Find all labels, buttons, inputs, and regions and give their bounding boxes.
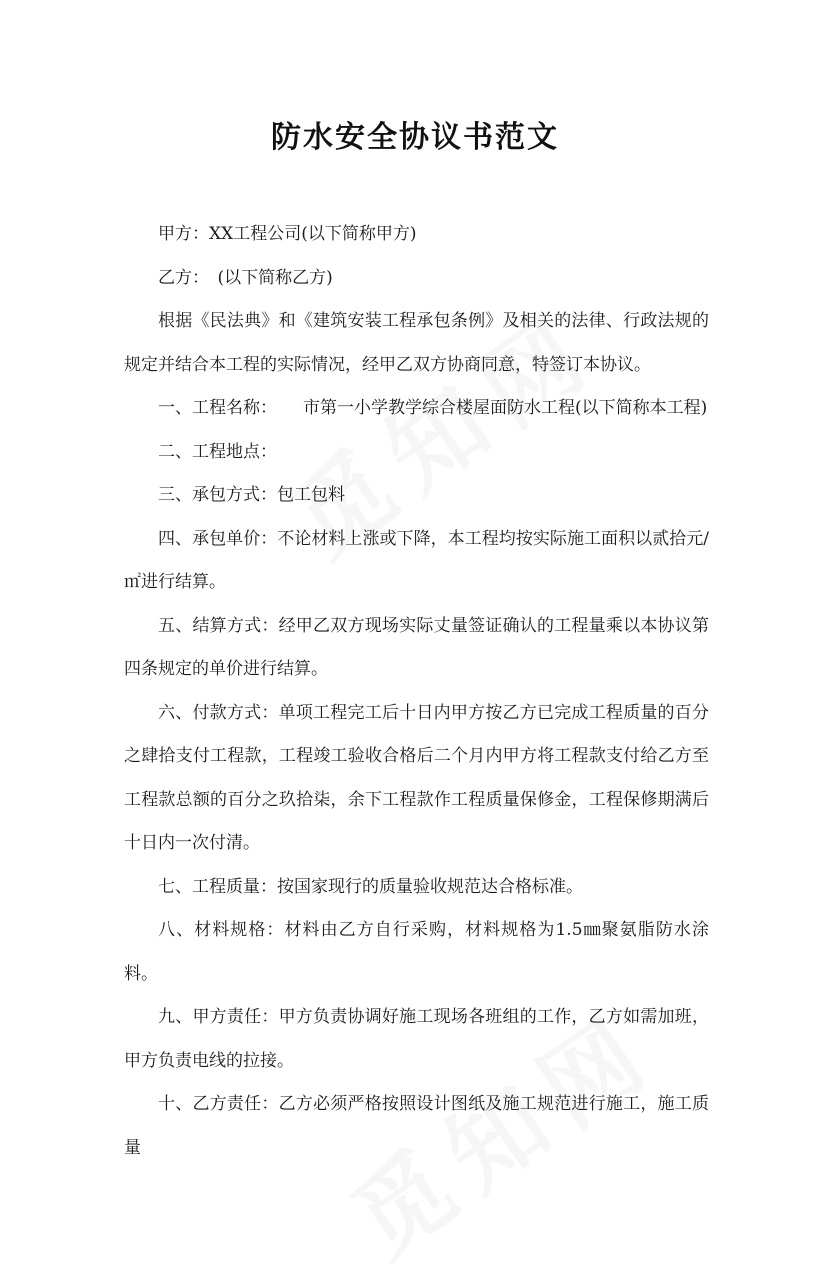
clause-2-paragraph: 二、工程地点： (158, 441, 277, 462)
clause-10-paragraph: 十、乙方责任：乙方必须严格按照设计图纸及施工规范进行施工，施工质量 (124, 1094, 709, 1158)
clause-1-label: 一、工程名称： (158, 398, 277, 418)
clause-6-paragraph: 六、付款方式：单项工程完工后十日内甲方按乙方已完成工程质量的百分之肆拾支付工程款，工程竣工验收合格后二个月内甲方将工程款支付给乙方至工程款总额的百分之玖拾柒，余下工程款作工程质量保修金，工程保修期满后十日内一次付清。 (124, 702, 709, 853)
clause-3-paragraph: 三、承包方式：包工包料 (158, 485, 345, 505)
party-b-paragraph: 乙方： (以下简称乙方) (158, 267, 333, 288)
document-title: 防水安全协议书范文 (271, 120, 559, 155)
party-a-paragraph: 甲方：XX工程公司(以下简称甲方) (158, 224, 417, 244)
clause-4-paragraph: 四、承包单价：不论材料上涨或下降，本工程均按实际施工面积以贰拾元/㎡进行结算。 (124, 528, 709, 592)
clause-7-paragraph: 七、工程质量：按国家现行的质量验收规范达合格标准。 (158, 876, 583, 897)
document-body (124, 213, 709, 1170)
preamble-paragraph: 根据《民法典》和《建筑安装工程承包条例》及相关的法律、行政法规的规定并结合本工程的实际情况，经甲乙双方协商同意，特签订本协议。 (124, 311, 709, 375)
clause-9-paragraph: 九、甲方责任：甲方负责协调好施工现场各班组的工作，乙方如需加班，甲方负责电线的拉接。 (124, 1007, 709, 1071)
clause-1-paragraph (124, 387, 709, 431)
clause-8-paragraph: 八、材料规格：材料由乙方自行采购，材料规格为1.5㎜聚氨脂防水涂料。 (124, 920, 709, 984)
clause-1-value: 市第一小学教学综合楼屋面防水工程(以下简称本工程) (303, 398, 708, 418)
clause-5-paragraph: 五、结算方式：经甲乙双方现场实际丈量签证确认的工程量乘以本协议第四条规定的单价进行结算。 (124, 615, 709, 679)
